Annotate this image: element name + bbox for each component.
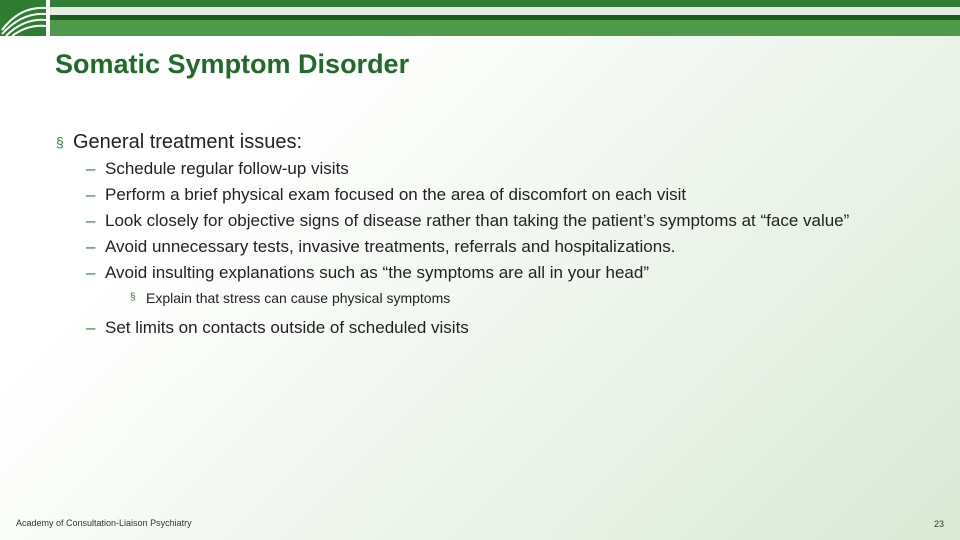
page-number: 23 [933, 519, 944, 529]
bullet-heading [56, 128, 916, 156]
list-item-text: Set limits on contacts outside of scheduled visits [105, 318, 469, 337]
heading-text: General treatment issues: [73, 131, 302, 153]
list-item [86, 210, 916, 231]
dash-bullet-icon: – [86, 318, 96, 337]
dash-bullet-icon: – [86, 185, 96, 204]
list-item-text: Look closely for objective signs of disease rather than taking the patient’s symptoms at “face value” [105, 211, 850, 230]
list-item-text: Avoid unnecessary tests, invasive treatments, referrals and hospitalizations. [105, 237, 676, 256]
square-bullet-icon: § [130, 292, 136, 303]
list-item-text: Schedule regular follow-up visits [105, 159, 349, 178]
list-item-text: Avoid insulting explanations such as “the symptoms are all in your head” [105, 263, 649, 282]
footer-organization: Academy of Consultation-Liaison Psychiatry [16, 518, 192, 528]
list-item-text: Perform a brief physical exam focused on the area of discomfort on each visit [105, 185, 687, 204]
dash-bullet-icon: – [86, 159, 96, 178]
dash-bullet-icon: – [86, 237, 96, 256]
sub-list-item-text: Explain that stress can cause physical symptoms [146, 290, 451, 306]
list-item [86, 317, 916, 338]
dash-bullet-icon: – [86, 211, 96, 230]
list-item [86, 236, 916, 257]
list-item [86, 262, 916, 283]
slide-title: Somatic Symptom Disorder [55, 49, 410, 79]
list-item [86, 184, 916, 205]
header-band-light [50, 20, 960, 36]
slide-content [56, 128, 916, 343]
list-item [86, 158, 916, 179]
logo-arcs-icon [0, 0, 46, 36]
dash-bullet-icon: – [86, 263, 96, 282]
square-bullet-icon: § [56, 134, 64, 150]
header-band-mid [50, 7, 960, 15]
academy-logo [0, 0, 46, 36]
sub-list-item [130, 289, 916, 307]
header-band-top [50, 0, 960, 7]
